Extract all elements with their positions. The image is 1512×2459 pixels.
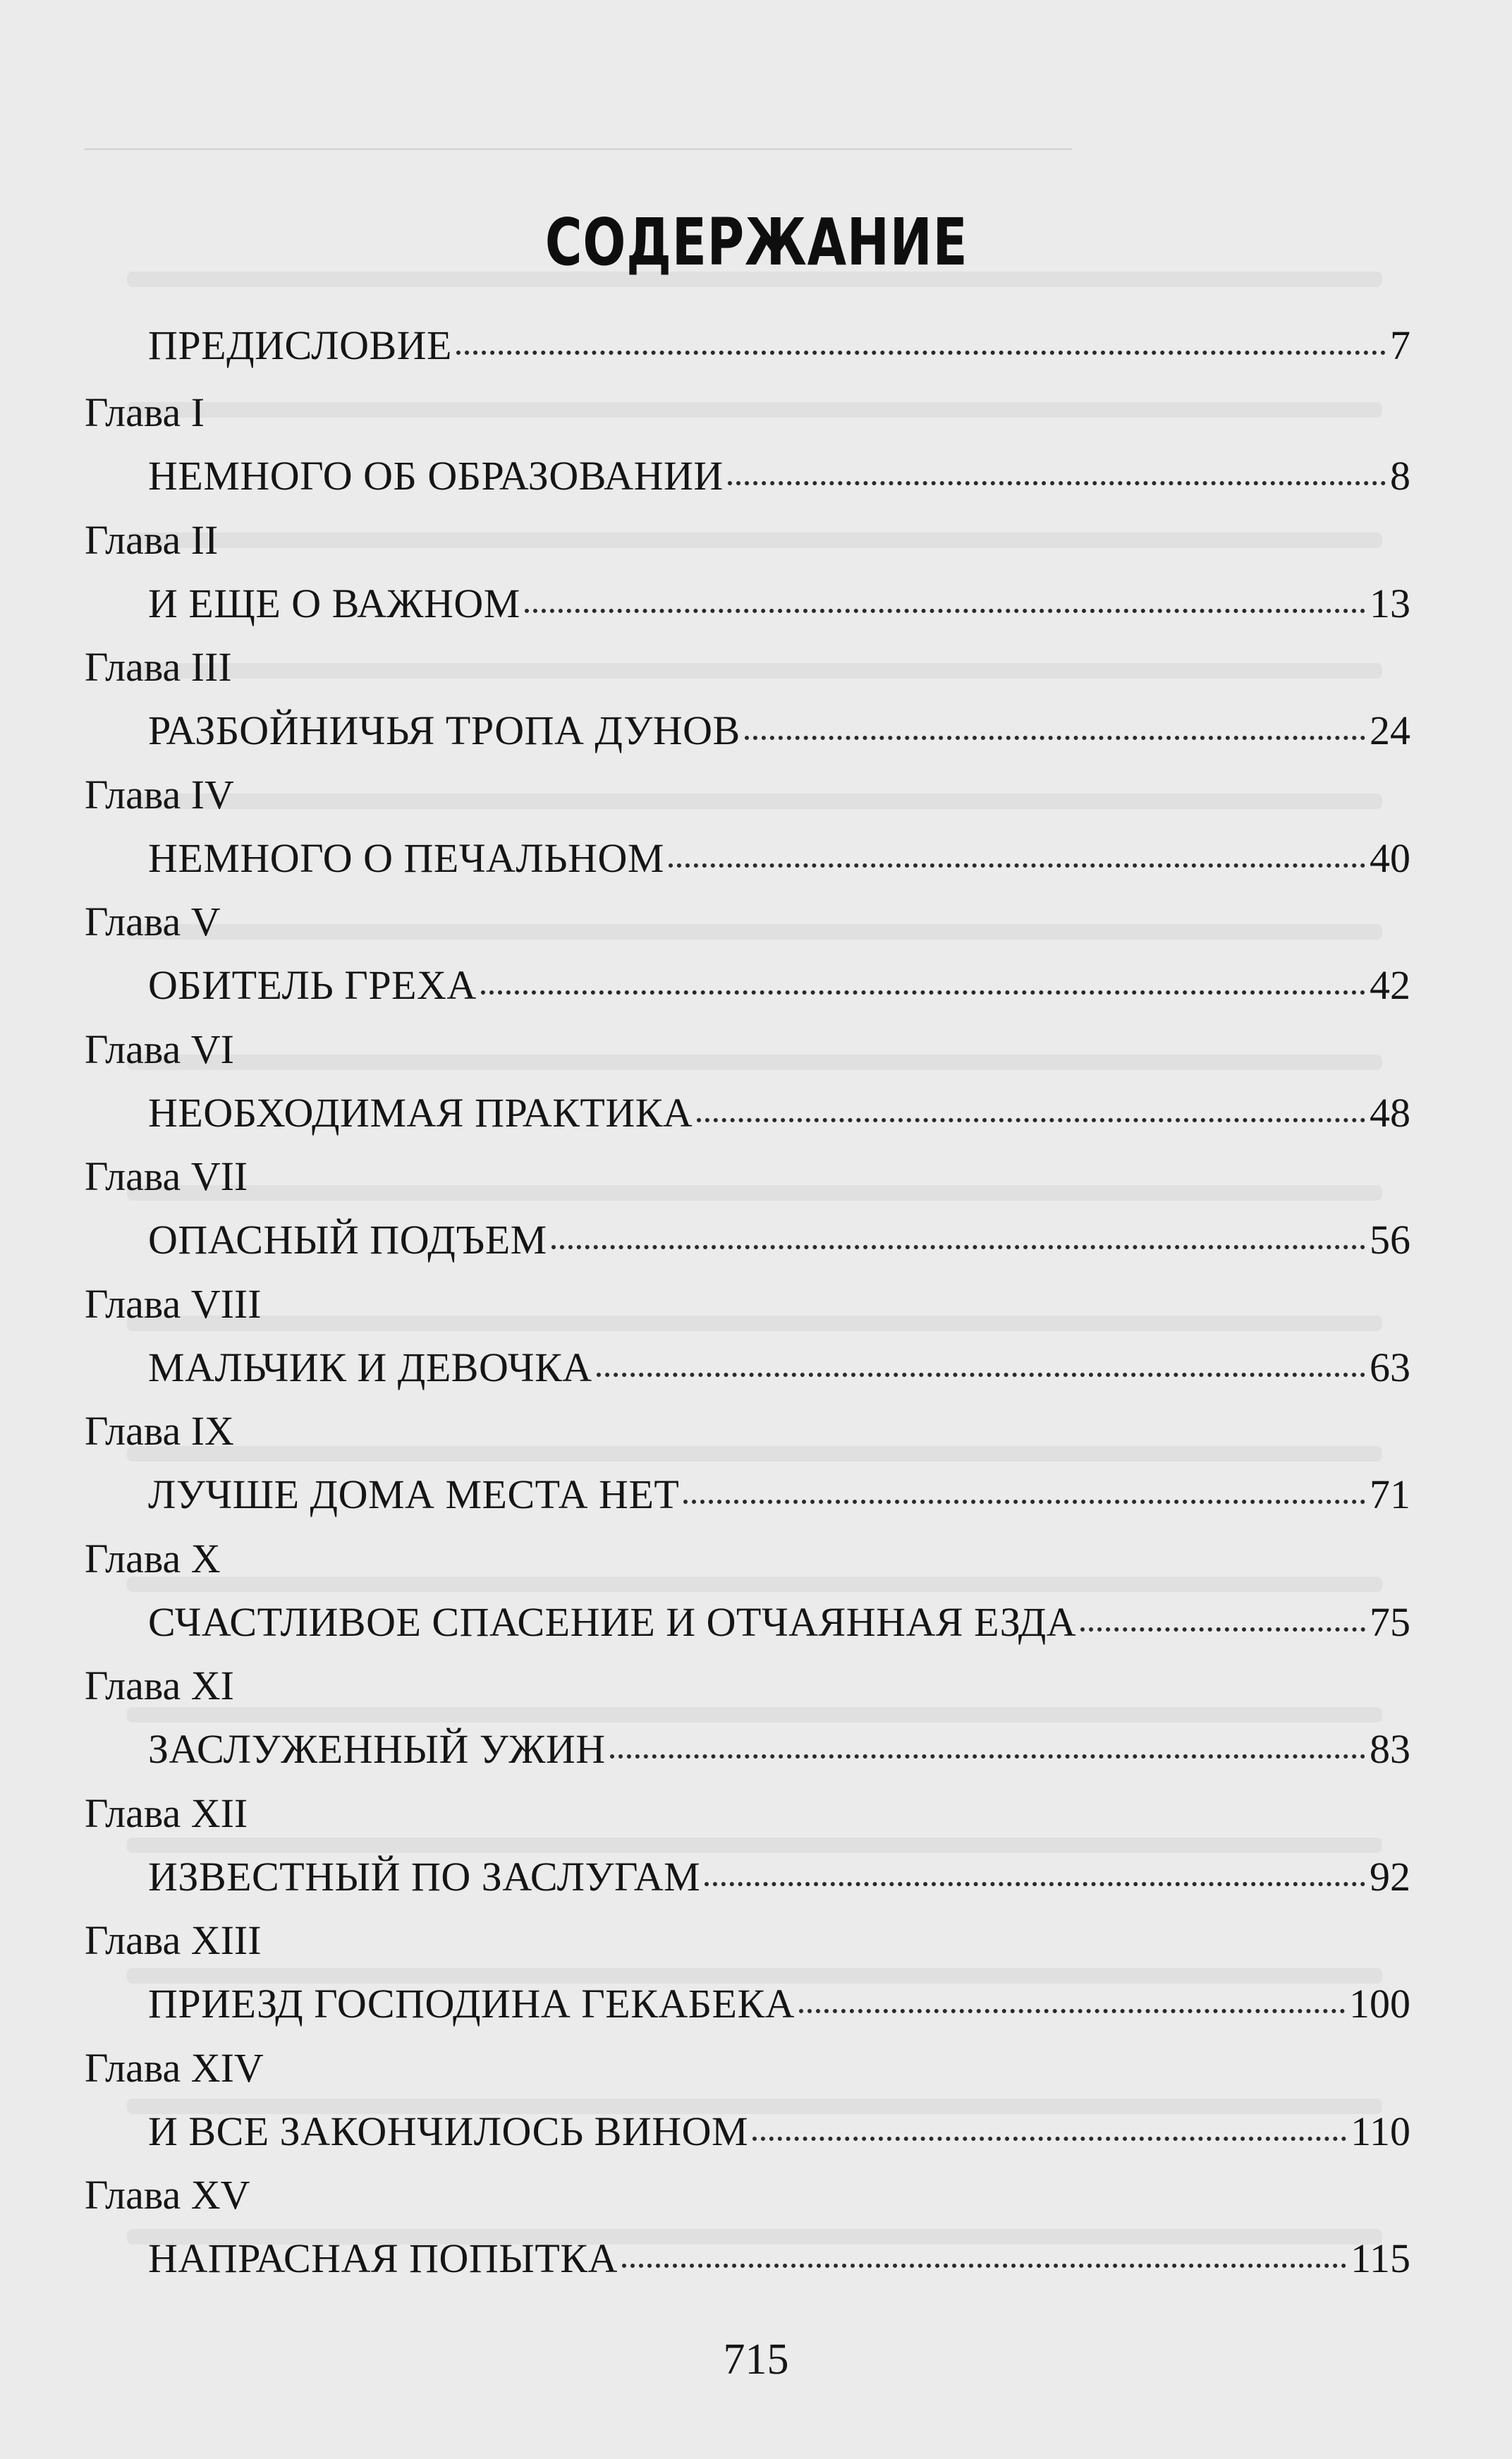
- dot-leader: [752, 2134, 1346, 2141]
- page-number: 715: [723, 2336, 789, 2384]
- toc-entry-title: НЕОБХОДИМАЯ ПРАКТИКА: [148, 1090, 693, 1136]
- toc-entry: [148, 1470, 1410, 1519]
- toc-entry-title: ПРИЕЗД ГОСПОДИНА ГЕКАБЕКА: [148, 1981, 795, 2027]
- toc-entry-title: ОБИТЕЛЬ ГРЕХА: [148, 962, 477, 1008]
- toc-entry: [148, 1215, 1410, 1265]
- dot-leader: [799, 2006, 1345, 2013]
- dot-leader: [683, 1497, 1365, 1504]
- toc-entry: [148, 961, 1410, 1010]
- toc-entry-preface: [148, 321, 1410, 370]
- chapter-label: Глава X: [85, 1536, 221, 1581]
- toc-entry: [148, 579, 1410, 629]
- dot-leader: [456, 348, 1386, 355]
- toc-entry-title: РАЗБОЙНИЧЬЯ ТРОПА ДУНОВ: [148, 708, 740, 753]
- dot-leader: [551, 1242, 1365, 1249]
- toc-entry-title: ОПАСНЫЙ ПОДЪЕМ: [148, 1217, 547, 1263]
- dot-leader: [481, 988, 1365, 995]
- toc-entry-page: 100: [1349, 1981, 1410, 2027]
- dot-leader: [525, 606, 1365, 613]
- toc-entry: [148, 451, 1410, 501]
- toc-entry: [148, 1598, 1410, 1647]
- chapter-label: Глава XII: [85, 1790, 248, 1836]
- toc-entry-page: 63: [1370, 1344, 1410, 1390]
- dot-leader: [597, 1370, 1365, 1377]
- toc-entry-page: 83: [1370, 1726, 1410, 1772]
- toc-entry-page: 92: [1370, 1854, 1410, 1900]
- dot-leader: [705, 1879, 1365, 1886]
- toc-entry-page: 110: [1351, 2108, 1410, 2154]
- toc-entry-page: 7: [1390, 322, 1410, 368]
- toc-entry: [148, 2107, 1410, 2156]
- toc-entry-title: МАЛЬЧИК И ДЕВОЧКА: [148, 1344, 592, 1390]
- dot-leader: [622, 2261, 1346, 2268]
- toc-entry: [148, 1343, 1410, 1392]
- dot-leader: [1080, 1625, 1365, 1632]
- chapter-label: Глава IX: [85, 1408, 234, 1454]
- chapter-label: Глава VII: [85, 1153, 248, 1199]
- toc-entry-title: СЧАСТЛИВОЕ СПАСЕНИЕ И ОТЧАЯННАЯ ЕЗДА: [148, 1599, 1077, 1645]
- toc-entry: [148, 2234, 1410, 2283]
- toc-entry-page: 42: [1370, 962, 1410, 1008]
- toc-entry-title: ЗАСЛУЖЕННЫЙ УЖИН: [148, 1726, 606, 1772]
- dot-leader: [745, 733, 1365, 740]
- toc-entry-title: ПРЕДИСЛОВИЕ: [148, 322, 452, 368]
- toc-entry-page: 24: [1370, 708, 1410, 753]
- toc-entry-title: ЛУЧШЕ ДОМА МЕСТА НЕТ: [148, 1471, 680, 1517]
- toc-entry-page: 115: [1351, 2235, 1410, 2281]
- toc-entry-page: 71: [1370, 1471, 1410, 1517]
- chapter-label: Глава III: [85, 644, 232, 690]
- dot-leader: [728, 478, 1386, 485]
- toc-entry-title: И ЕЩЕ О ВАЖНОМ: [148, 581, 520, 626]
- chapter-label: Глава II: [85, 517, 219, 563]
- toc-entry-page: 8: [1390, 453, 1410, 499]
- chapter-label: Глава V: [85, 899, 221, 945]
- toc-entry-title: НАПРАСНАЯ ПОПЫТКА: [148, 2235, 618, 2281]
- toc-entry-title: И ВСЕ ЗАКОНЧИЛОСЬ ВИНОМ: [148, 2108, 749, 2154]
- toc-entry: [148, 1088, 1410, 1138]
- toc-entry: [148, 706, 1410, 755]
- chapter-label: Глава XIV: [85, 2045, 264, 2091]
- chapter-label: Глава VI: [85, 1026, 234, 1072]
- chapter-label: Глава VIII: [85, 1281, 262, 1327]
- dot-leader: [697, 1115, 1365, 1122]
- toc-entry-title: НЕМНОГО О ПЕЧАЛЬНОМ: [148, 835, 664, 881]
- page-title: СОДЕРЖАНИЕ: [544, 205, 968, 280]
- chapter-label: Глава XI: [85, 1663, 234, 1708]
- toc-entry-page: 56: [1370, 1217, 1410, 1263]
- toc-entry: [148, 834, 1410, 883]
- toc-entry: [148, 1725, 1410, 1774]
- toc-entry: [148, 1979, 1410, 2029]
- dot-leader: [610, 1751, 1365, 1759]
- dot-leader: [669, 861, 1365, 868]
- toc-entry-page: 48: [1370, 1090, 1410, 1136]
- toc-entry-page: 13: [1370, 581, 1410, 626]
- toc-entry-page: 75: [1370, 1599, 1410, 1645]
- chapter-label: Глава IV: [85, 772, 234, 818]
- toc-entry: [148, 1852, 1410, 1902]
- toc-entry-title: НЕМНОГО ОБ ОБРАЗОВАНИИ: [148, 453, 724, 499]
- toc-entry-title: ИЗВЕСТНЫЙ ПО ЗАСЛУГАМ: [148, 1854, 701, 1900]
- chapter-label: Глава I: [85, 389, 205, 435]
- chapter-label: Глава XV: [85, 2172, 250, 2218]
- toc-entry-page: 40: [1370, 835, 1410, 881]
- chapter-label: Глава XIII: [85, 1917, 262, 1963]
- header-rule: [85, 148, 1072, 150]
